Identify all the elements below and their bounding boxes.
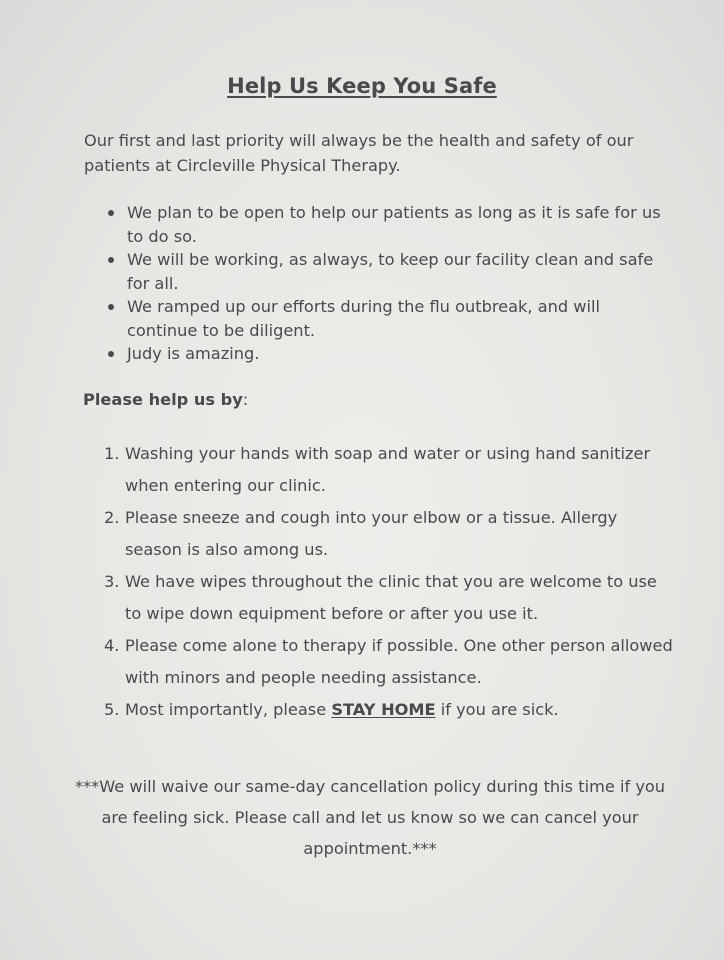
item-number: 5. bbox=[104, 700, 120, 719]
item-number: 3. bbox=[104, 572, 120, 591]
bullet-list bbox=[106, 201, 666, 366]
bullet-item bbox=[106, 248, 666, 295]
item-text-before: Most importantly, please bbox=[125, 700, 332, 719]
bullet-item bbox=[106, 295, 666, 342]
numbered-item bbox=[104, 694, 674, 726]
bullet-item bbox=[106, 342, 666, 366]
item-number: 2. bbox=[104, 508, 120, 527]
help-heading-colon: : bbox=[242, 390, 249, 409]
bullet-icon bbox=[108, 210, 114, 216]
numbered-item bbox=[104, 502, 674, 566]
item-text: We have wipes throughout the clinic that you are welcome to use to wipe down equipment before or after you use it. bbox=[125, 572, 657, 623]
item-text: Please sneeze and cough into your elbow or a tissue. Allergy season is also among us. bbox=[125, 508, 618, 559]
item-text-after: if you are sick. bbox=[435, 700, 559, 719]
notice-title: Help Us Keep You Safe bbox=[227, 74, 497, 98]
bullet-icon bbox=[108, 257, 114, 263]
numbered-item bbox=[104, 438, 674, 502]
bullet-item bbox=[106, 201, 666, 248]
numbered-list bbox=[104, 438, 674, 726]
bullet-icon bbox=[108, 351, 114, 357]
item-text: Washing your hands with soap and water or using hand sanitizer when entering our clinic. bbox=[125, 444, 651, 495]
numbered-item bbox=[104, 630, 674, 694]
item-number: 1. bbox=[104, 444, 120, 463]
numbered-item bbox=[104, 566, 674, 630]
bullet-text: We ramped up our efforts during the flu outbreak, and will continue to be diligent. bbox=[127, 297, 601, 340]
bullet-text: We plan to be open to help our patients as long as it is safe for us to do so. bbox=[127, 203, 661, 246]
item-text: Please come alone to therapy if possible. One other person allowed with minors and people needing assistance. bbox=[125, 636, 673, 687]
footer-note: ***We will waive our same-day cancellation policy during this time if you are feeling sick. Please call and let us know so we can cancel your appointment.*** bbox=[74, 777, 666, 859]
intro-paragraph: Our first and last priority will always be the health and safety of our patients at Circleville Physical Therapy. bbox=[84, 131, 634, 175]
stay-home-emphasis: STAY HOME bbox=[331, 700, 436, 719]
help-heading-text: Please help us by bbox=[83, 390, 243, 409]
bullet-text: We will be working, as always, to keep our facility clean and safe for all. bbox=[127, 250, 654, 293]
bullet-text: Judy is amazing. bbox=[127, 344, 260, 363]
bullet-icon bbox=[108, 304, 114, 310]
item-number: 4. bbox=[104, 636, 120, 655]
help-heading bbox=[83, 390, 248, 409]
